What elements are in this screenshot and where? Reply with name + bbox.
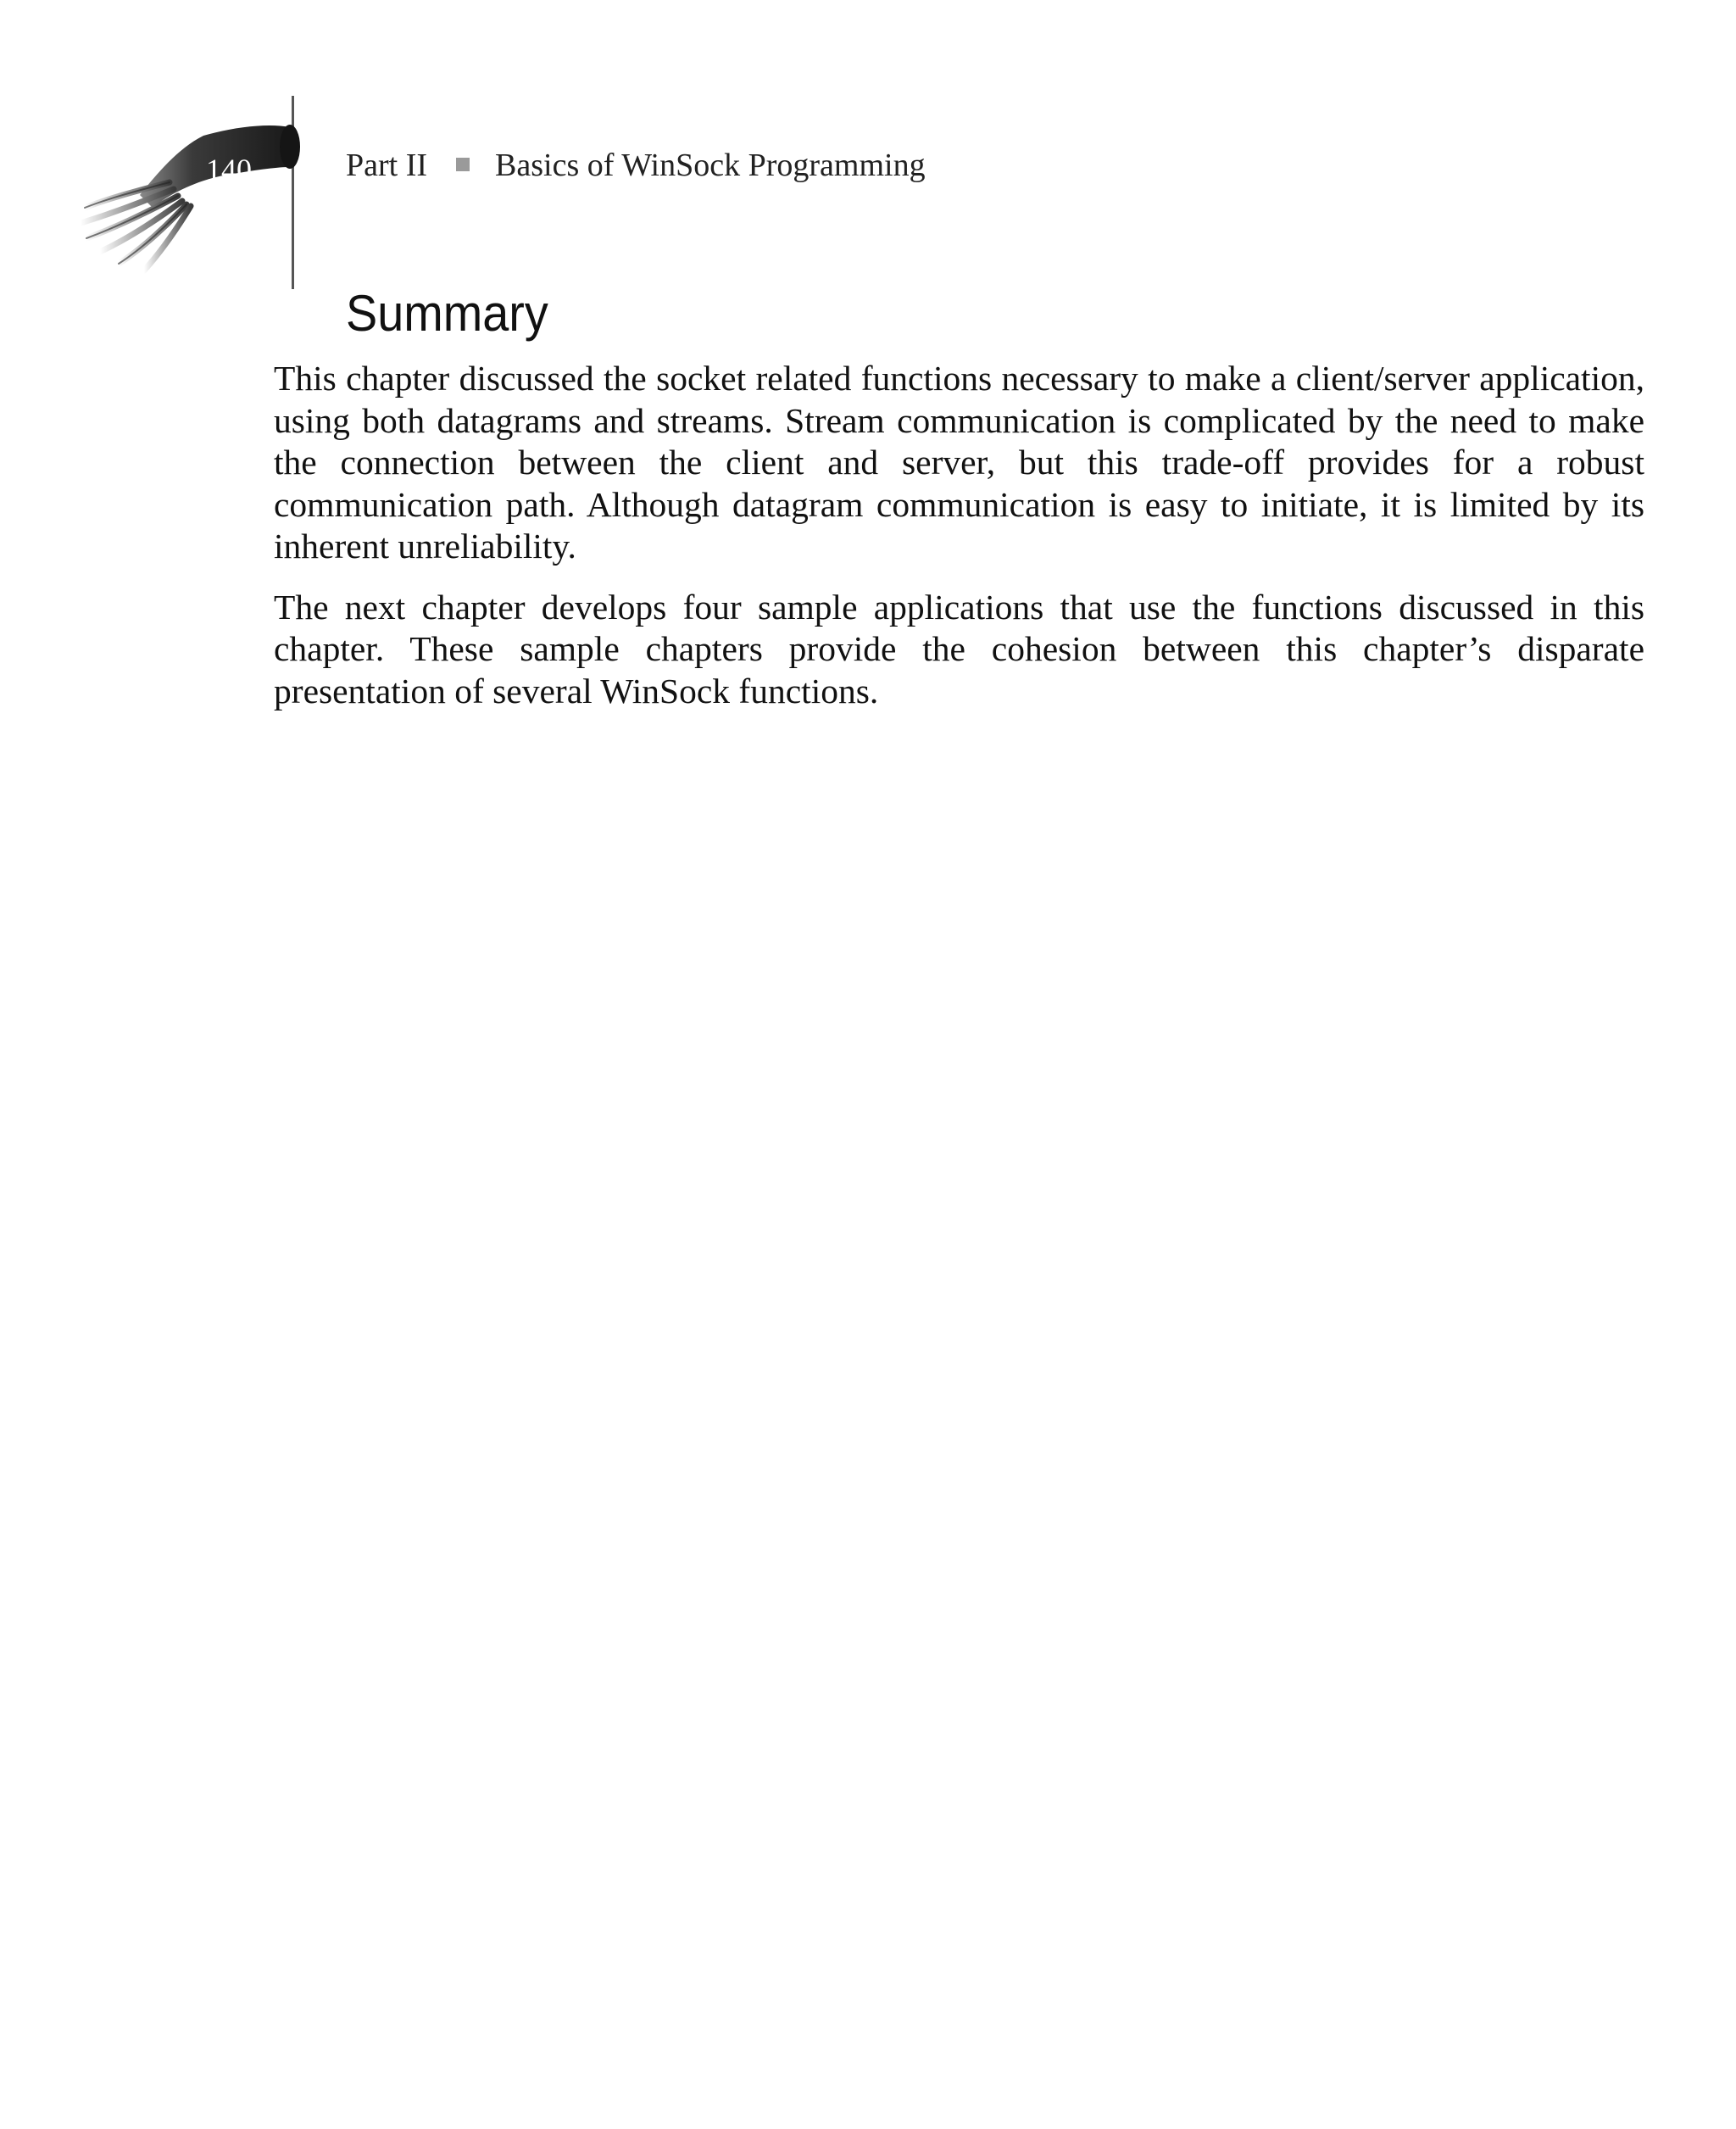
feathered-flag-icon	[68, 89, 322, 293]
square-bullet-icon	[456, 158, 470, 171]
paragraph: This chapter discussed the socket related functions necessary to make a client/server application, using both datagrams and streams. Stream communication is complicated by the need to make the connection between the client and server, but this trade-off provides for a robust communication path. Although datagram communication is easy to initiate, it is limited by its inherent unreliability.	[274, 359, 1644, 566]
page-number: 140	[206, 153, 252, 187]
summary-body	[274, 358, 1644, 731]
section-heading: Summary	[346, 285, 548, 342]
paragraph: The next chapter develops four sample applications that use the functions discussed in this chapter. These sample chapters provide the cohesion between this chapter’s disparate presentation of several WinSock functions.	[274, 587, 1644, 711]
running-head-section: Basics of WinSock Programming	[495, 148, 926, 183]
running-head-part: Part II	[346, 148, 428, 183]
running-head	[346, 149, 926, 181]
